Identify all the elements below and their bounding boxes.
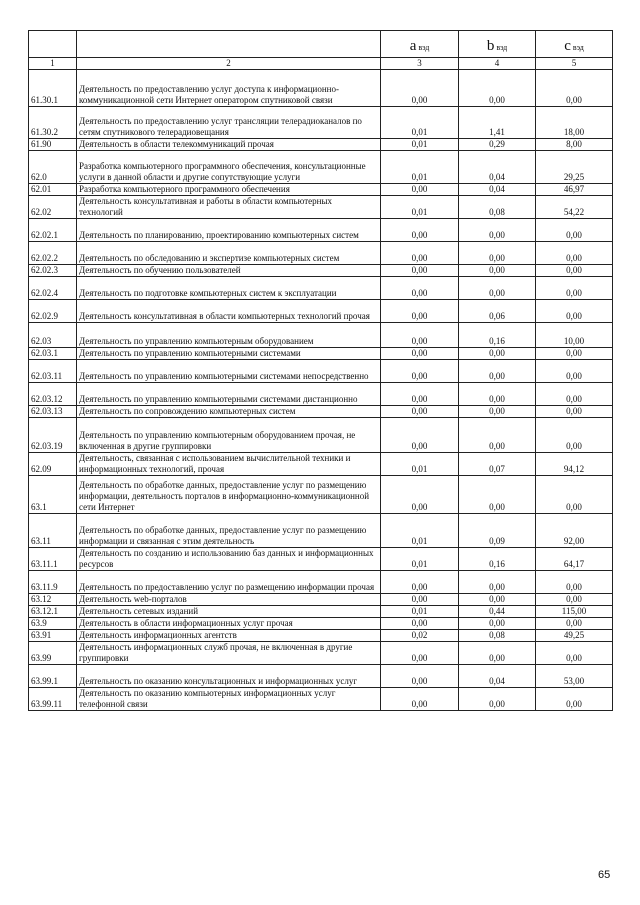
row-value-b: 0,00 bbox=[459, 348, 536, 360]
row-value-c: 29,25 bbox=[536, 151, 613, 184]
row-code: 63.12 bbox=[29, 594, 77, 606]
row-code: 63.99.1 bbox=[29, 665, 77, 688]
table-row bbox=[29, 688, 613, 711]
row-value-c: 0,00 bbox=[536, 618, 613, 630]
table-row bbox=[29, 196, 613, 219]
row-name: Деятельность по управлению компьютерным оборудованием прочая, не включенная в другие группировки bbox=[77, 418, 381, 453]
row-value-a: 0,00 bbox=[381, 70, 459, 107]
row-value-b: 0,00 bbox=[459, 360, 536, 383]
row-value-b: 0,44 bbox=[459, 606, 536, 618]
row-value-a: 0,00 bbox=[381, 348, 459, 360]
table-row bbox=[29, 70, 613, 107]
row-code: 62.01 bbox=[29, 184, 77, 196]
row-code: 62.02 bbox=[29, 196, 77, 219]
row-code: 62.02.1 bbox=[29, 219, 77, 242]
row-name: Деятельность по управлению компьютерным оборудованием bbox=[77, 323, 381, 348]
row-value-c: 0,00 bbox=[536, 265, 613, 277]
table-row bbox=[29, 348, 613, 360]
row-name: Деятельность по управлению компьютерными системами дистанционно bbox=[77, 383, 381, 406]
table-row bbox=[29, 360, 613, 383]
row-value-c: 0,00 bbox=[536, 348, 613, 360]
row-value-c: 0,00 bbox=[536, 383, 613, 406]
row-value-c: 92,00 bbox=[536, 514, 613, 548]
row-value-b: 0,16 bbox=[459, 548, 536, 571]
row-name: Деятельность по планированию, проектированию компьютерных систем bbox=[77, 219, 381, 242]
row-code: 63.11.1 bbox=[29, 548, 77, 571]
row-code: 62.03.13 bbox=[29, 406, 77, 418]
row-value-a: 0,00 bbox=[381, 571, 459, 594]
column-number: 4 bbox=[459, 58, 536, 70]
row-value-a: 0,02 bbox=[381, 630, 459, 642]
row-name: Деятельность по оказанию компьютерных информационных услуг телефонной связи bbox=[77, 688, 381, 711]
row-value-a: 0,00 bbox=[381, 360, 459, 383]
row-value-a: 0,00 bbox=[381, 383, 459, 406]
row-value-b: 0,04 bbox=[459, 151, 536, 184]
page-number: 65 bbox=[598, 869, 611, 881]
row-name: Деятельность по предоставлению услуг доступа к информационно-коммуникационной сети Интернет оператором спутниковой связи bbox=[77, 70, 381, 107]
table-row bbox=[29, 139, 613, 151]
row-code: 63.91 bbox=[29, 630, 77, 642]
row-value-c: 0,00 bbox=[536, 476, 613, 514]
row-value-b: 0,09 bbox=[459, 514, 536, 548]
row-value-a: 0,00 bbox=[381, 618, 459, 630]
row-value-b: 0,00 bbox=[459, 642, 536, 665]
row-value-a: 0,00 bbox=[381, 642, 459, 665]
row-value-b: 0,08 bbox=[459, 630, 536, 642]
row-value-b: 0,00 bbox=[459, 418, 536, 453]
row-code: 62.02.3 bbox=[29, 265, 77, 277]
row-value-b: 0,00 bbox=[459, 594, 536, 606]
row-name: Деятельность, связанная с использованием вычислительной техники и информационных технологий, прочая bbox=[77, 453, 381, 476]
table-row bbox=[29, 151, 613, 184]
row-name: Деятельность сетевых изданий bbox=[77, 606, 381, 618]
row-name: Деятельность консультативная и работы в области компьютерных технологий bbox=[77, 196, 381, 219]
row-value-a: 0,01 bbox=[381, 514, 459, 548]
row-code: 62.03.19 bbox=[29, 418, 77, 453]
row-value-a: 0,00 bbox=[381, 219, 459, 242]
row-code: 63.11 bbox=[29, 514, 77, 548]
table-row bbox=[29, 418, 613, 453]
table-row bbox=[29, 219, 613, 242]
table-row bbox=[29, 642, 613, 665]
row-value-a: 0,00 bbox=[381, 665, 459, 688]
row-value-a: 0,00 bbox=[381, 184, 459, 196]
row-value-c: 0,00 bbox=[536, 642, 613, 665]
row-name: Деятельность по созданию и использованию баз данных и информационных ресурсов bbox=[77, 548, 381, 571]
row-value-c: 115,00 bbox=[536, 606, 613, 618]
row-value-c: 94,12 bbox=[536, 453, 613, 476]
row-value-b: 0,00 bbox=[459, 242, 536, 265]
table-row bbox=[29, 184, 613, 196]
row-value-b: 0,00 bbox=[459, 688, 536, 711]
row-code: 61.30.2 bbox=[29, 107, 77, 139]
row-value-a: 0,01 bbox=[381, 107, 459, 139]
row-value-c: 0,00 bbox=[536, 688, 613, 711]
row-value-c: 10,00 bbox=[536, 323, 613, 348]
row-value-c: 64,17 bbox=[536, 548, 613, 571]
row-name: Деятельность по подготовке компьютерных систем к эксплуатации bbox=[77, 277, 381, 300]
row-name: Деятельность в области телекоммуникаций прочая bbox=[77, 139, 381, 151]
header-code bbox=[29, 31, 77, 58]
row-value-b: 0,04 bbox=[459, 184, 536, 196]
row-code: 62.03.11 bbox=[29, 360, 77, 383]
table-row bbox=[29, 594, 613, 606]
row-name: Деятельность по оказанию консультационных и информационных услуг bbox=[77, 665, 381, 688]
table-row bbox=[29, 618, 613, 630]
row-name: Деятельность web-порталов bbox=[77, 594, 381, 606]
row-value-a: 0,00 bbox=[381, 476, 459, 514]
row-name: Деятельность консультативная в области компьютерных технологий прочая bbox=[77, 300, 381, 323]
row-value-c: 8,00 bbox=[536, 139, 613, 151]
row-value-c: 53,00 bbox=[536, 665, 613, 688]
row-code: 61.90 bbox=[29, 139, 77, 151]
row-code: 62.03.12 bbox=[29, 383, 77, 406]
table-row bbox=[29, 242, 613, 265]
table-row bbox=[29, 107, 613, 139]
row-code: 63.11.9 bbox=[29, 571, 77, 594]
row-code: 63.9 bbox=[29, 618, 77, 630]
row-name: Деятельность по предоставлению услуг по размещению информации прочая bbox=[77, 571, 381, 594]
row-value-b: 0,00 bbox=[459, 277, 536, 300]
row-value-a: 0,00 bbox=[381, 418, 459, 453]
column-number: 5 bbox=[536, 58, 613, 70]
row-value-c: 49,25 bbox=[536, 630, 613, 642]
row-value-b: 0,00 bbox=[459, 476, 536, 514]
row-value-b: 0,06 bbox=[459, 300, 536, 323]
row-name: Деятельность по сопровождению компьютерных систем bbox=[77, 406, 381, 418]
row-code: 62.09 bbox=[29, 453, 77, 476]
table-row bbox=[29, 606, 613, 618]
row-code: 62.03.1 bbox=[29, 348, 77, 360]
row-name: Деятельность по обработке данных, предоставление услуг по размещению информации и связанная с этим деятельность bbox=[77, 514, 381, 548]
row-code: 63.99.11 bbox=[29, 688, 77, 711]
coefficients-table bbox=[28, 30, 613, 711]
header-col-a: a вэд bbox=[381, 31, 459, 58]
row-name: Деятельность в области информационных услуг прочая bbox=[77, 618, 381, 630]
row-value-b: 0,16 bbox=[459, 323, 536, 348]
row-code: 63.99 bbox=[29, 642, 77, 665]
row-value-b: 0,00 bbox=[459, 571, 536, 594]
table-row bbox=[29, 383, 613, 406]
table-row bbox=[29, 406, 613, 418]
row-name: Деятельность по обучению пользователей bbox=[77, 265, 381, 277]
row-value-c: 18,00 bbox=[536, 107, 613, 139]
table-row bbox=[29, 571, 613, 594]
row-code: 62.02.9 bbox=[29, 300, 77, 323]
row-value-c: 0,00 bbox=[536, 219, 613, 242]
column-number: 1 bbox=[29, 58, 77, 70]
row-name: Деятельность по обработке данных, предоставление услуг по размещению информации, деятельность порталов в информационно-коммуникационной сети Интернет bbox=[77, 476, 381, 514]
column-number-row bbox=[29, 58, 613, 70]
row-value-c: 0,00 bbox=[536, 70, 613, 107]
row-value-c: 0,00 bbox=[536, 360, 613, 383]
row-name: Деятельность по предоставлению услуг трансляции телерадиоканалов по сетям спутникового телерадиовещания bbox=[77, 107, 381, 139]
row-value-a: 0,01 bbox=[381, 606, 459, 618]
table-row bbox=[29, 300, 613, 323]
row-value-b: 0,00 bbox=[459, 219, 536, 242]
row-value-a: 0,00 bbox=[381, 277, 459, 300]
row-value-b: 0,07 bbox=[459, 453, 536, 476]
row-value-a: 0,01 bbox=[381, 548, 459, 571]
table-row bbox=[29, 514, 613, 548]
row-value-a: 0,00 bbox=[381, 265, 459, 277]
table-row bbox=[29, 453, 613, 476]
row-name: Разработка компьютерного программного обеспечения bbox=[77, 184, 381, 196]
row-name: Деятельность по управлению компьютерными системами bbox=[77, 348, 381, 360]
row-value-c: 0,00 bbox=[536, 571, 613, 594]
row-value-a: 0,01 bbox=[381, 196, 459, 219]
header-name bbox=[77, 31, 381, 58]
table-row bbox=[29, 323, 613, 348]
row-value-c: 0,00 bbox=[536, 406, 613, 418]
table-row bbox=[29, 476, 613, 514]
row-value-c: 0,00 bbox=[536, 242, 613, 265]
row-value-a: 0,00 bbox=[381, 323, 459, 348]
row-value-c: 54,22 bbox=[536, 196, 613, 219]
row-value-a: 0,01 bbox=[381, 139, 459, 151]
row-value-b: 0,00 bbox=[459, 70, 536, 107]
row-code: 63.12.1 bbox=[29, 606, 77, 618]
row-value-c: 0,00 bbox=[536, 277, 613, 300]
row-code: 62.02.4 bbox=[29, 277, 77, 300]
row-value-a: 0,00 bbox=[381, 406, 459, 418]
table-row bbox=[29, 277, 613, 300]
row-name: Деятельность информационных служб прочая, не включенная в другие группировки bbox=[77, 642, 381, 665]
table-row bbox=[29, 630, 613, 642]
row-value-c: 0,00 bbox=[536, 418, 613, 453]
header-col-c: c вэд bbox=[536, 31, 613, 58]
table-row bbox=[29, 265, 613, 277]
row-value-a: 0,00 bbox=[381, 242, 459, 265]
row-value-a: 0,00 bbox=[381, 594, 459, 606]
column-number: 2 bbox=[77, 58, 381, 70]
table-row bbox=[29, 548, 613, 571]
row-name: Разработка компьютерного программного обеспечения, консультационные услуги в данной области и другие сопутствующие услуги bbox=[77, 151, 381, 184]
row-code: 62.02.2 bbox=[29, 242, 77, 265]
row-value-a: 0,01 bbox=[381, 151, 459, 184]
row-name: Деятельность по обследованию и экспертизе компьютерных систем bbox=[77, 242, 381, 265]
row-value-b: 0,29 bbox=[459, 139, 536, 151]
row-code: 61.30.1 bbox=[29, 70, 77, 107]
row-value-b: 1,41 bbox=[459, 107, 536, 139]
row-value-b: 0,04 bbox=[459, 665, 536, 688]
row-code: 62.0 bbox=[29, 151, 77, 184]
header-row bbox=[29, 31, 613, 58]
row-value-a: 0,00 bbox=[381, 688, 459, 711]
row-value-b: 0,08 bbox=[459, 196, 536, 219]
row-value-c: 46,97 bbox=[536, 184, 613, 196]
row-code: 62.03 bbox=[29, 323, 77, 348]
row-name: Деятельность по управлению компьютерными системами непосредственно bbox=[77, 360, 381, 383]
row-name: Деятельность информационных агентств bbox=[77, 630, 381, 642]
row-value-b: 0,00 bbox=[459, 618, 536, 630]
header-col-b: b вэд bbox=[459, 31, 536, 58]
row-value-b: 0,00 bbox=[459, 265, 536, 277]
row-value-a: 0,01 bbox=[381, 453, 459, 476]
row-value-b: 0,00 bbox=[459, 406, 536, 418]
row-value-c: 0,00 bbox=[536, 300, 613, 323]
row-value-b: 0,00 bbox=[459, 383, 536, 406]
row-value-a: 0,00 bbox=[381, 300, 459, 323]
column-number: 3 bbox=[381, 58, 459, 70]
table-row bbox=[29, 665, 613, 688]
row-code: 63.1 bbox=[29, 476, 77, 514]
row-value-c: 0,00 bbox=[536, 594, 613, 606]
